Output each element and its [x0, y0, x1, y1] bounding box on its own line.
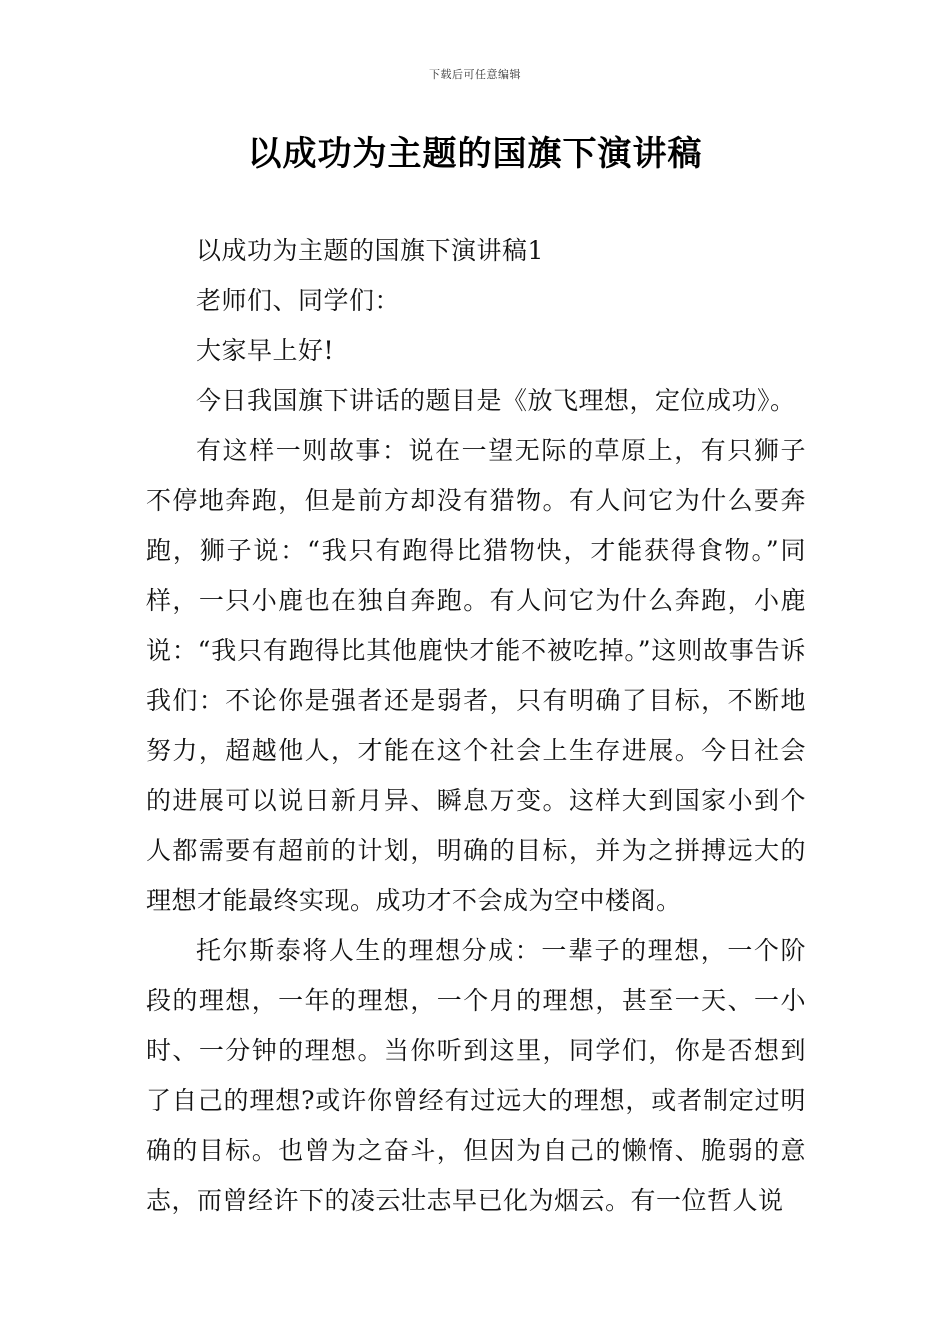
paragraph-story: 有这样一则故事：说在一望无际的草原上，有只狮子不停地奔跑，但是前方却没有猎物。有人问它为什么要奔跑，狮子说：“我只有跑得比猎物快，才能获得食物。”同样，一只小鹿也在独自奔跑。有人问它为什么奔跑，小鹿说：“我只有跑得比其他鹿快才能不被吃掉。”这则故事告诉我们：不论你是强者还是弱者，只有明确了目标，不断地努力，超越他人，才能在这个社会上生存进展。今日社会的进展可以说日新月异、瞬息万变。这样大到国家小到个人都需要有超前的计划，明确的目标，并为之拼搏远大的理想才能最终实现。成功才不会成为空中楼阁。 [146, 436, 806, 915]
paragraph-salutation: 老师们、同学们： [196, 286, 401, 315]
paragraph-topic: 今日我国旗下讲话的题目是《放飞理想，定位成功》。 [196, 386, 796, 415]
document-title: 以成功为主题的国旗下演讲稿 [247, 134, 703, 174]
paragraph-subtitle: 以成功为主题的国旗下演讲稿1 [196, 236, 544, 265]
document-body [146, 226, 806, 1226]
paragraph-tolstoy: 托尔斯泰将人生的理想分成：一辈子的理想，一个阶段的理想，一年的理想，一个月的理想，甚至一天、一小时、一分钟的理想。当你听到这里，同学们，你是否想到了自己的理想?或许你曾经有过远大的理想，或者制定过明确的目标。也曾为之奋斗，但因为自己的懒惰、脆弱的意志，而曾经许下的凌云壮志早已化为烟云。有一位哲人说 [146, 936, 806, 1215]
download-note: 下载后可任意编辑 [429, 68, 521, 81]
paragraph-greeting: 大家早上好! [196, 336, 335, 365]
